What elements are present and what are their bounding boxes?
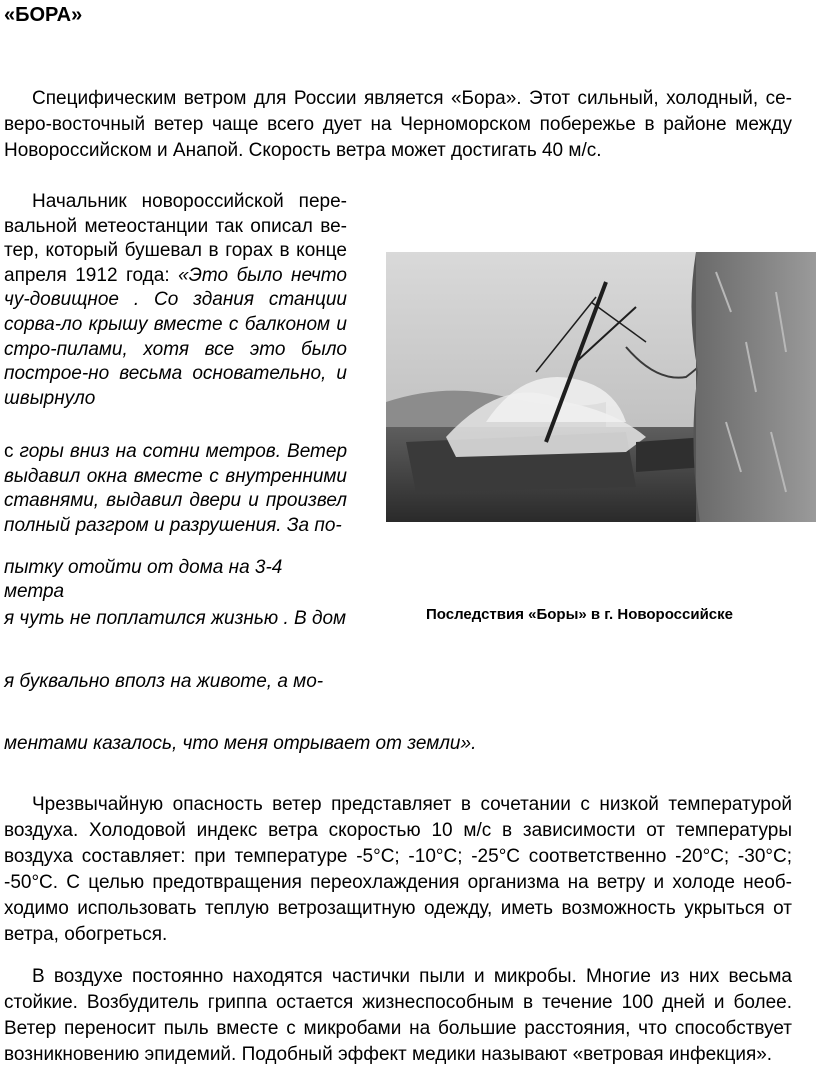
bora-aftermath-photo [386,252,816,522]
quote-line-6: ментами казалось, что меня отрывает от земли». [4,733,477,754]
photo-caption: Последствия «Боры» в г. Новороссийске [426,606,734,623]
intro-paragraph: Специфическим ветром для России является «Бора». Этот сильный, холодный, се-веро-восточный ветер чаще всего дует на Черноморском побережье в районе между Новороссийском и Анапой. Скорость ветра может достигать 40 м/с. [4,88,792,161]
quote-c-text: с [4,441,20,462]
quote-line-4: я чуть не поплатился жизнью . В дом [4,608,347,629]
quote-lead-text: Начальник новороссийской пере-вальной метеостанции так описал ве-тер, который бушевал в горах в конце апреля 1912 года: [4,191,347,286]
quote-line-3: пытку отойти от дома на 3-4 метра [4,557,283,602]
quote-line-5: я буквально вполз на животе, а мо- [4,671,324,692]
quote-text-part1: «Это было нечто чу-довищное . Со здания станции сорва-ло крышу вместе с балконом и стро-пилами, хотя все это было построе-но весьма основательно, и швырнуло [4,264,347,409]
quote-continuation-block [4,440,347,538]
quote-text-part2: горы вниз на сотни метров. Ветер выдавил окна вместе с внутренними ставнями, выдавил двери и произвел полный разгром и разрушения. За по- [4,441,348,536]
photo-illustration [386,252,816,522]
page-title: «БОРА» [4,4,83,26]
microbes-paragraph: В воздухе постоянно находятся частички пыли и микробы. Многие из них весьма стойкие. Возбудитель гриппа остается жизнеспособным в течение 100 дней и более. Ветер переносит пыль вместе с микробами на большие расстояния, что способствует возникновению эпидемий. Подобный эффект медики называют «ветровая инфекция». [4,966,792,1065]
cold-wind-paragraph: Чрезвычайную опасность ветер представляет в сочетании с низкой температурой воздуха. Холодовой индекс ветра скоростью 10 м/с в зависимости от температуры воздуха составляет: при температуре -5°С; -10°С; -25°С соответственно -20°С; -30°С; -50°С. С целью предотвращения переохлаждения организма на ветру и холоде необ-ходимо использовать теплую ветрозащитную одежду, иметь возможность укрыться от ветра, обогреться. [4,794,792,945]
quote-intro-block [4,190,347,411]
